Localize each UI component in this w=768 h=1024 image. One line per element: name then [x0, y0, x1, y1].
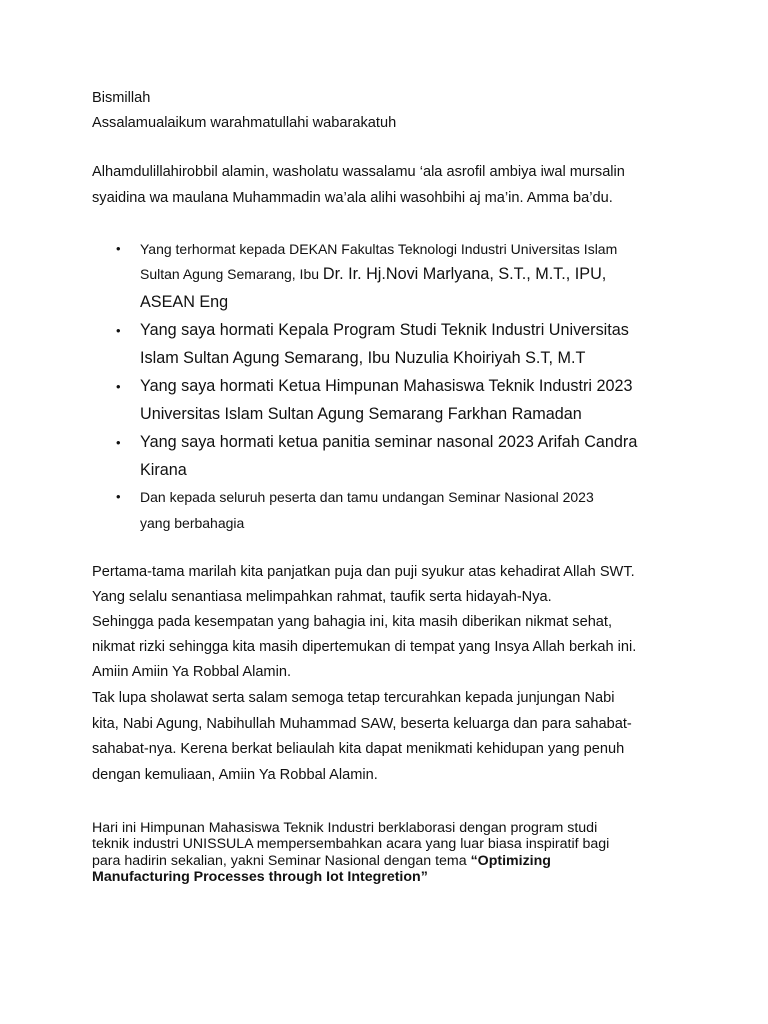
bullet-5-line-1: Dan kepada seluruh peserta dan tamu undangan Seminar Nasional 2023 [140, 489, 594, 505]
body-line-8: sahabat-nya. Kerena berkat beliaulah kita dapat menikmati kehidupan yang penuh [92, 741, 625, 757]
closing-line-3 [92, 853, 632, 869]
bullet-1-line-2 [140, 264, 606, 284]
bullet-4-line-1: Yang saya hormati ketua panitia seminar nasonal 2023 Arifah Candra [140, 433, 638, 451]
bullet-3-line-1: Yang saya hormati Ketua Himpunan Mahasiswa Teknik Industri 2023 [140, 377, 633, 395]
opening-line-1: Alhamdulillahirobbil alamin, washolatu wassalamu ‘ala asrofil ambiya iwal mursalin [92, 164, 625, 180]
closing-line-1: Hari ini Himpunan Mahasiswa Teknik Industri berklaborasi dengan program studi [92, 820, 598, 836]
bullet-icon: • [116, 241, 121, 256]
salam-line: Assalamualaikum warahmatullahi wabarakatuh [92, 115, 397, 131]
opening-line-2: syaidina wa maulana Muhammadin wa’ala alihi wasohbihi aj ma’in. Amma ba’du. [92, 190, 613, 206]
body-line-4: nikmat rizki sehingga kita masih dipertemukan di tempat yang Insya Allah berkah ini. [92, 639, 637, 655]
closing-paragraph [92, 820, 632, 885]
bullet-2-line-2: Islam Sultan Agung Semarang, Ibu Nuzulia Khoiriyah S.T, M.T [140, 349, 586, 367]
bullet-icon: • [116, 379, 121, 394]
bullet-1-line-2b: Dr. Ir. Hj.Novi Marlyana, S.T., M.T., IPU, [322, 265, 607, 283]
body-line-5: Amiin Amiin Ya Robbal Alamin. [92, 664, 292, 680]
body-line-1: Pertama-tama marilah kita panjatkan puja dan puji syukur atas kehadirat Allah SWT. [92, 564, 635, 580]
bullet-icon: • [116, 435, 121, 450]
body-line-3: Sehingga pada kesempatan yang bahagia ini, kita masih diberikan nikmat sehat, [92, 614, 613, 630]
bismillah-line: Bismillah [92, 90, 151, 106]
body-line-9: dengan kemuliaan, Amiin Ya Robbal Alamin. [92, 767, 378, 783]
seminar-theme-start: “Optimizing [470, 852, 551, 869]
bullet-1-line-3: ASEAN Eng [140, 293, 229, 311]
bullet-5-line-2: yang berbahagia [140, 515, 245, 531]
bullet-1-line-1: Yang terhormat kepada DEKAN Fakultas Teknologi Industri Universitas Islam [140, 241, 618, 257]
closing-line-2: teknik industri UNISSULA mempersembahkan acara yang luar biasa inspiratif bagi [92, 836, 610, 853]
seminar-theme-end: Manufacturing Processes through Iot Integretion” [92, 868, 428, 885]
bullet-icon: • [116, 323, 121, 338]
closing-line-3a: para hadirin sekalian, yakni Seminar Nasional dengan tema [92, 852, 471, 869]
bullet-2-line-1: Yang saya hormati Kepala Program Studi Teknik Industri Universitas [140, 321, 629, 339]
body-line-7: kita, Nabi Agung, Nabihullah Muhammad SAW, beserta keluarga dan para sahabat- [92, 716, 632, 732]
body-line-6: Tak lupa sholawat serta salam semoga tetap tercurahkan kepada junjungan Nabi [92, 690, 615, 706]
bullet-icon: • [116, 489, 121, 504]
bullet-4-line-2: Kirana [140, 461, 187, 479]
bullet-1-line-2a: Sultan Agung Semarang, Ibu [140, 266, 323, 282]
body-line-2: Yang selalu senantiasa melimpahkan rahmat, taufik serta hidayah-Nya. [92, 589, 552, 605]
bullet-3-line-2: Universitas Islam Sultan Agung Semarang Farkhan Ramadan [140, 405, 582, 423]
